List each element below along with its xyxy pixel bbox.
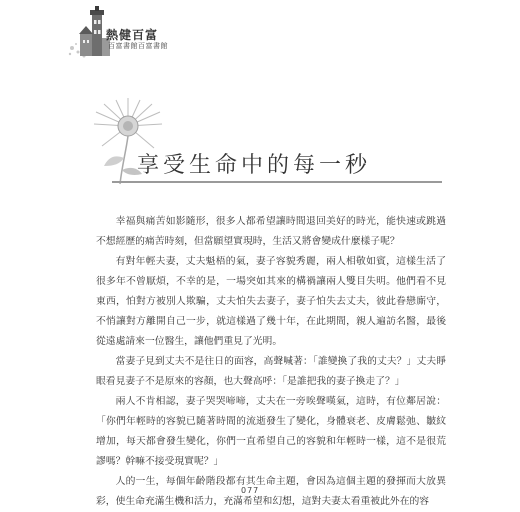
article-body bbox=[96, 212, 446, 512]
paragraph: 當妻子見到丈夫不是往日的面容，高聲喊著：「誰變換了我的丈夫？」丈夫睜眼看見妻子不是原來的容顏，也大聲高呼：「是誰把我的妻子換走了？」 bbox=[96, 356, 446, 387]
brand-name: 熱健百富 bbox=[106, 28, 159, 42]
paragraph: 有對年輕夫妻，丈夫魁梧的氣，妻子容貌秀麗，兩人相敬如賓，這樣生活了很多年不曾厭煩，不幸的是，一場突如其來的構禍讓兩人雙目失明。他們看不見東西，怕對方被別人欺騙，丈夫怕失去妻子，妻子怕失去丈夫，彼此眷戀廝守，不悄讓對方離開自己一步，就這樣過了幾十年，在此期間，親人遍訪名醫，最後從遠處請來一位醫生，讓他們重見了光明。 bbox=[96, 256, 446, 347]
header-logo bbox=[66, 4, 186, 60]
brand-subtitle: 百富書館百富書館 bbox=[108, 42, 168, 50]
article-title: 享受生命中的每一秒 bbox=[137, 153, 372, 178]
page-number: 077 bbox=[241, 486, 260, 495]
title-underline bbox=[112, 181, 442, 183]
paragraph: 人的一生，每個年齡階段都有其生命主題，會因為這個主題的發揮而大放異彩，使生命充滿生機和活力，充滿希望和幻想，這對夫妻太看重被此外在的容 bbox=[96, 476, 446, 507]
paragraph: 兩人不肯相認，妻子哭哭啼啼，丈夫在一旁唉聲嘆氣，這時，有位鄰居說：「你們年輕時的容貌已隨著時間的流逝發生了變化，身體衰老、皮膚鬆弛、皺紋增加，每天都會發生變化，你們一直希望自己的容貌和年輕時一樣，這不是很荒謬嗎？幹嘛不接受現實呢？」 bbox=[96, 396, 446, 467]
paragraph: 幸福與痛苦如影隨形，很多人都希望讓時間退回美好的時光，能快速或跳過不想經歷的痛苦時刻，但當願望實現時，生活又將會變成什麼樣子呢？ bbox=[96, 216, 446, 247]
